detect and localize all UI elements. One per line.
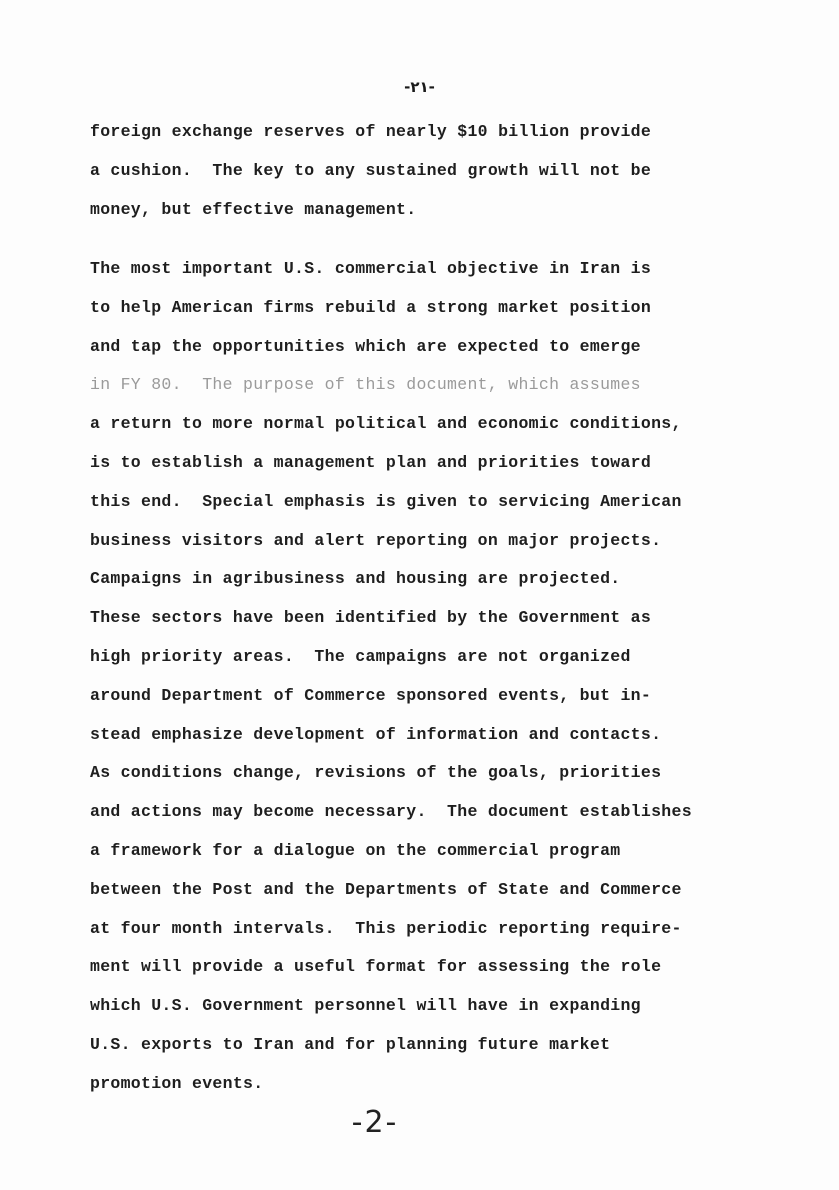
text-line: promotion events. xyxy=(90,1073,264,1093)
text-line: stead emphasize development of information and contacts. xyxy=(90,724,662,744)
text-line: to help American firms rebuild a strong market position xyxy=(90,297,652,317)
text-line-faded: in FY 80. The purpose of this document, which assumes xyxy=(90,375,641,395)
text-line: money, but effective management. xyxy=(90,199,417,219)
text-line: ment will provide a useful format for assessing the role xyxy=(90,957,662,977)
text-line: which U.S. Government personnel will have in expanding xyxy=(90,996,641,1016)
text-line: business visitors and alert reporting on major projects. xyxy=(90,530,662,550)
text-line: and tap the opportunities which are expected to emerge xyxy=(90,336,641,356)
text-line: is to establish a management plan and priorities toward xyxy=(90,452,652,472)
text-line: a cushion. The key to any sustained growth will not be xyxy=(90,160,652,180)
paragraph-1 xyxy=(90,113,780,229)
text-line: and actions may become necessary. The document establishes xyxy=(90,802,692,822)
text-line: U.S. exports to Iran and for planning future market xyxy=(90,1034,611,1054)
text-line: As conditions change, revisions of the goals, priorities xyxy=(90,763,662,783)
page-number-bottom: -2- xyxy=(351,1105,399,1140)
page-marker-top: -٢١- xyxy=(404,78,435,96)
text-line: These sectors have been identified by the Government as xyxy=(90,608,652,628)
text-line: this end. Special emphasis is given to servicing American xyxy=(90,491,682,511)
text-line: around Department of Commerce sponsored events, but in- xyxy=(90,685,652,705)
text-line: at four month intervals. This periodic reporting require- xyxy=(90,918,682,938)
text-line: foreign exchange reserves of nearly $10 billion provide xyxy=(90,122,652,141)
text-line: between the Post and the Departments of State and Commerce xyxy=(90,879,682,899)
paragraph-2 xyxy=(90,250,780,1104)
text-line: The most important U.S. commercial objective in Iran is xyxy=(90,259,652,278)
text-line: a return to more normal political and economic conditions, xyxy=(90,414,682,434)
text-line: Campaigns in agribusiness and housing are projected. xyxy=(90,569,621,589)
text-line: high priority areas. The campaigns are not organized xyxy=(90,646,631,666)
text-line: a framework for a dialogue on the commercial program xyxy=(90,840,621,860)
